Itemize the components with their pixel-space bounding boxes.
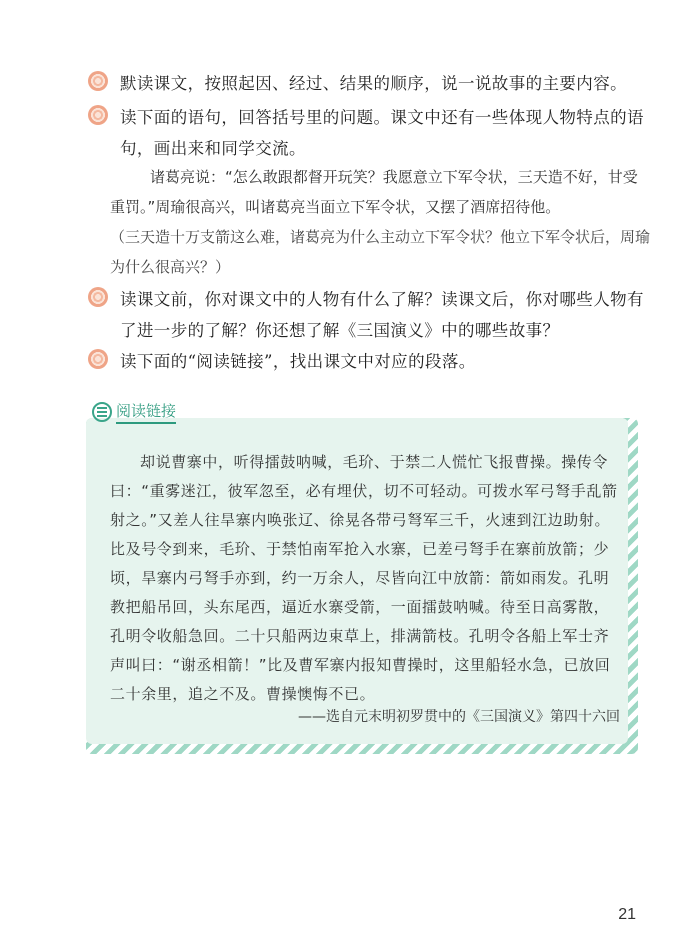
- question-text: 默读课文，按照起因、经过、结果的顺序，说一说故事的主要内容。: [120, 74, 627, 93]
- circle-bullet-icon: [88, 71, 108, 91]
- page-number: 21: [618, 906, 636, 923]
- quote-passage-text: 诸葛亮说：“怎么敢跟都督开玩笑？我愿意立下军令状，三天造不好，甘受重罚。”周瑜很高兴，叫诸葛亮当面立下军令状，又摆了酒席招待他。: [110, 168, 638, 216]
- reading-link-paragraph: 却说曹寨中，听得擂鼓呐喊，毛玠、于禁二人慌忙飞报曹操。操传令曰：“重雾迷江，彼军忽至，必有埋伏，切不可轻动。可拨水军弓弩手乱箭射之。”又差人往旱寨内唤张辽、徐晃各带弓弩军三千，火速到江边助射。比及号令到来，毛玠、于禁怕南军抢入水寨，已差弓弩手在寨前放箭；少顷，旱寨内弓弩手亦到，约一万余人，尽皆向江中放箭：箭如雨发。孔明教把船吊回，头东尾西，逼近水寨受箭，一面擂鼓呐喊。待至日高雾散，孔明令收船急回。二十只船两边束草上，排满箭枝。孔明令各船上军士齐声叫曰：“谢丞相箭！”比及曹军寨内报知曹操时，这里船轻水急，已放回二十余里，追之不及。曹操懊悔不已。: [110, 453, 618, 703]
- reading-link-header: [92, 400, 176, 424]
- reading-link-source: ——选自元末明初罗贯中的《三国演义》第四十六回: [298, 709, 620, 725]
- quote-question-text: （三天造十万支箭这么难，诸葛亮为什么主动立下军令状？他立下军令状后，周瑜为什么很高兴？）: [110, 228, 651, 276]
- circle-bullet-icon: [88, 287, 108, 307]
- question-text: 读下面的“阅读链接”，找出课文中对应的段落。: [120, 352, 476, 371]
- circle-bullet-icon: [88, 105, 108, 125]
- question-text: 读下面的语句，回答括号里的问题。课文中还有一些体现人物特点的语句，画出来和同学交流。: [120, 108, 644, 158]
- question-3: [88, 284, 648, 346]
- question-2: [88, 102, 648, 164]
- quoted-passage: [110, 162, 650, 282]
- circle-bullet-icon: [88, 349, 108, 369]
- reading-link-title: 阅读链接: [116, 400, 176, 424]
- question-1: [88, 68, 648, 99]
- book-icon: [92, 402, 112, 422]
- question-text: 读课文前，你对课文中的人物有什么了解？读课文后，你对哪些人物有了进一步的了解？你还想了解《三国演义》中的哪些故事？: [120, 290, 644, 340]
- question-4: [88, 346, 648, 377]
- reading-link-body: [110, 448, 620, 709]
